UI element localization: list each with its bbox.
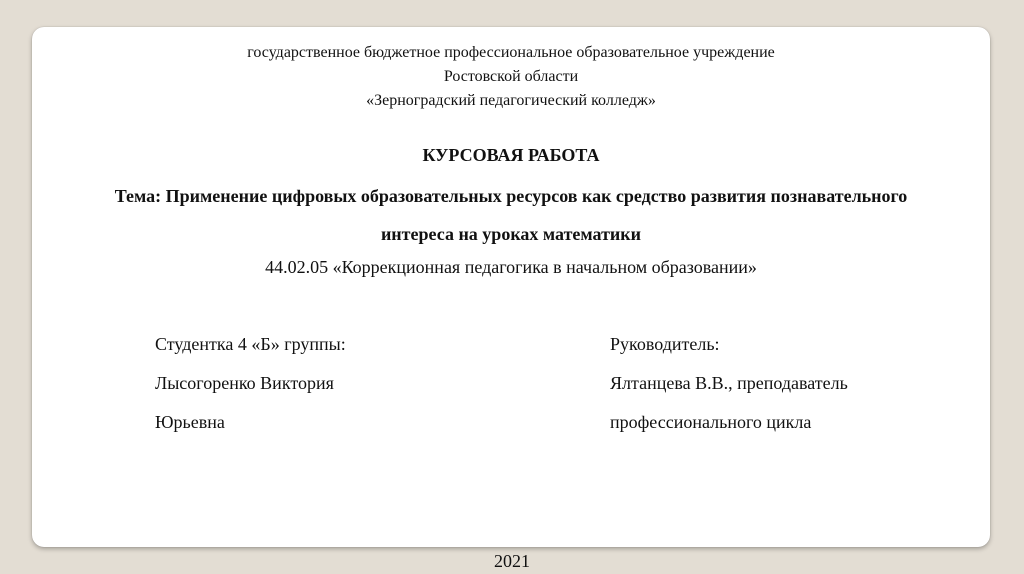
- student-label: Студентка 4 «Б» группы:: [155, 334, 346, 354]
- document-topic: Тема: Применение цифровых образовательных ресурсов как средство развития познавательного интереса на уроках математики: [114, 186, 908, 244]
- supervisor-position: профессионального цикла: [610, 412, 812, 432]
- student-info: [155, 325, 346, 442]
- institution-region: Ростовской области: [443, 68, 579, 85]
- student-name: Лысогоренко Виктория: [155, 373, 334, 393]
- institution-name: государственное бюджетное профессиональное образовательное учреждение: [247, 44, 775, 61]
- title-block: [92, 141, 930, 281]
- college-name: «Зерноградский педагогический колледж»: [366, 92, 656, 109]
- document-year: 2021: [494, 551, 530, 571]
- document-type: КУРСОВАЯ РАБОТА: [422, 145, 600, 165]
- document-page: [32, 27, 990, 547]
- supervisor-info: [610, 325, 848, 442]
- supervisor-label: Руководитель:: [610, 334, 720, 354]
- student-patronymic: Юрьевна: [155, 412, 225, 432]
- supervisor-name: Ялтанцева В.В., преподаватель: [610, 373, 848, 393]
- institution-header: [32, 41, 990, 113]
- specialty: 44.02.05 «Коррекционная педагогика в начальном образовании»: [265, 257, 757, 277]
